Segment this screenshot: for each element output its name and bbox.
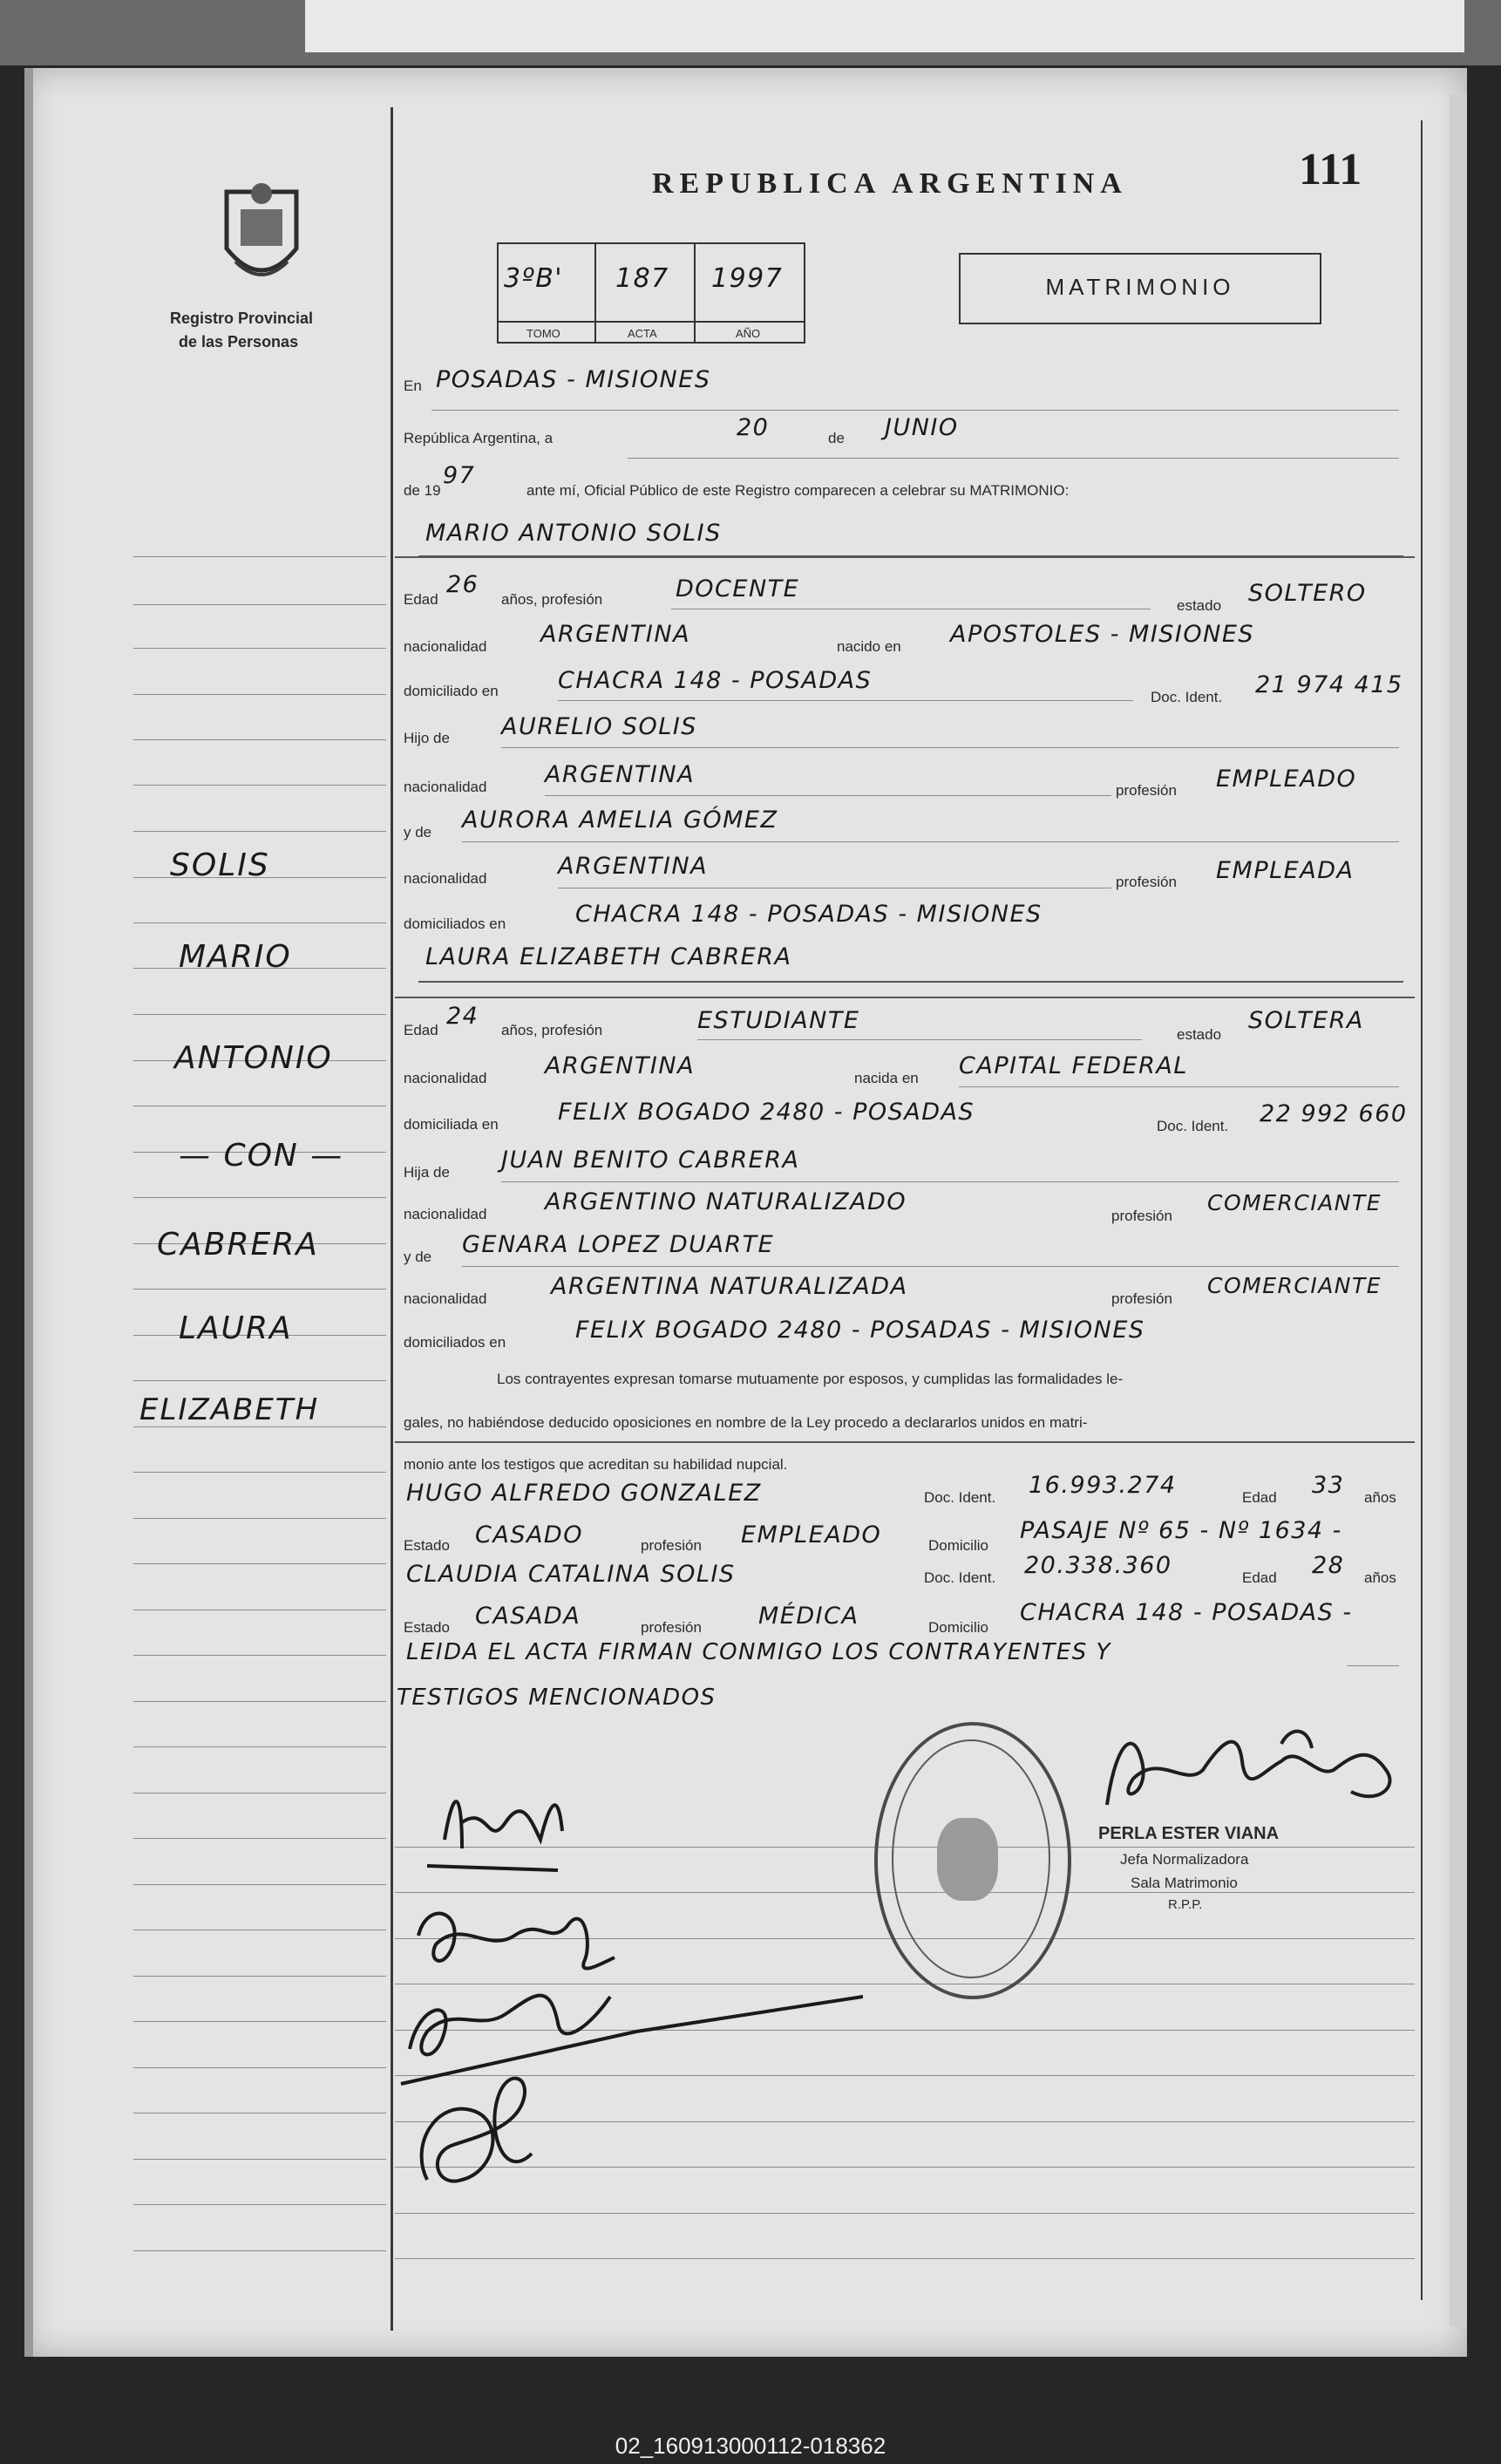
label-groom-doc: Doc. Ident.: [1151, 689, 1223, 705]
groom-age: 26: [446, 571, 479, 598]
label-groom-father-profesion: profesión: [1116, 782, 1177, 799]
label-groom-yde: y de: [404, 824, 432, 841]
groom-civil-status: SOLTERO: [1248, 580, 1367, 607]
issuer-line1: Registro Provincial: [170, 310, 314, 327]
bride-father-name: JUAN BENITO CABRERA: [501, 1147, 800, 1174]
label-bride-edad: Edad: [404, 1022, 438, 1038]
label-groom-mother-nacionalidad: nacionalidad: [404, 870, 487, 887]
label-bride-doc: Doc. Ident.: [1157, 1118, 1229, 1134]
label-bride-estado: estado: [1177, 1026, 1222, 1043]
label-de: de: [828, 430, 845, 446]
witness2-doc-number: 20.338.360: [1024, 1552, 1172, 1579]
label-witness1-profesion: profesión: [641, 1537, 702, 1554]
day-value: 20: [737, 414, 770, 441]
witness1-name: HUGO ALFREDO GONZALEZ: [406, 1480, 762, 1507]
label-groom-profesion: años, profesión: [501, 591, 603, 608]
label-bride-nacida: nacida en: [854, 1070, 919, 1086]
background-strip: [0, 0, 1501, 65]
bride-nationality: ARGENTINA: [545, 1052, 696, 1079]
label-bride-yde: y de: [404, 1249, 432, 1265]
registry-box: [497, 242, 805, 344]
groom-nationality: ARGENTINA: [540, 621, 691, 648]
witness2-address: CHACRA 148 - POSADAS -: [1020, 1599, 1353, 1626]
label-witness2-estado: Estado: [404, 1619, 450, 1636]
witness2-age: 28: [1312, 1552, 1345, 1579]
bride-address: FELIX BOGADO 2480 - POSADAS: [558, 1099, 975, 1126]
label-groom-mother-profesion: profesión: [1116, 874, 1177, 890]
bride-mother-nationality: ARGENTINA NATURALIZADA: [551, 1273, 908, 1300]
tomo-label: TOMO: [526, 327, 560, 340]
label-bride-profesion: años, profesión: [501, 1022, 603, 1038]
label-groom-domicilio: domiciliado en: [404, 683, 499, 699]
label-groom-nacido: nacido en: [837, 638, 901, 655]
groom-mother-nationality: ARGENTINA: [558, 853, 709, 880]
margin-firstname-groom: MARIO: [179, 939, 292, 975]
ano-value: 1997: [711, 263, 784, 294]
label-bride-parents-domicilio: domiciliados en: [404, 1334, 506, 1351]
tomo-value: 3ºB': [504, 263, 564, 294]
official-signature: [1090, 1709, 1421, 1840]
groom-mother-name: AURORA AMELIA GÓMEZ: [462, 807, 778, 834]
bride-profession: ESTUDIANTE: [697, 1007, 860, 1034]
bride-father-profession: COMERCIANTE: [1207, 1190, 1382, 1215]
official-title1: Jefa Normalizadora: [1120, 1851, 1249, 1868]
acta-value: 187: [615, 263, 669, 294]
certificate-type-box: [959, 253, 1321, 324]
witness1-profession: EMPLEADO: [741, 1521, 882, 1549]
party-signatures: [375, 1770, 863, 2223]
label-groom-edad: Edad: [404, 591, 438, 608]
groom-name: MARIO ANTONIO SOLIS: [425, 520, 722, 547]
margin-firstname-bride: LAURA: [179, 1310, 293, 1346]
seal-emblem-icon: [937, 1818, 998, 1901]
groom-address: CHACRA 148 - POSADAS: [558, 667, 873, 694]
witness1-age: 33: [1312, 1472, 1345, 1499]
formal-text-line1: Los contrayentes expresan tomarse mutuamente por esposos, y cumplidas las formalidades le-: [497, 1371, 1124, 1387]
label-republica: República Argentina, a: [404, 430, 554, 446]
page-number: 111: [1299, 145, 1362, 194]
groom-parents-address: CHACRA 148 - POSADAS - MISIONES: [575, 901, 1043, 928]
issuer-line2: de las Personas: [179, 333, 299, 351]
year-suffix: 97: [443, 462, 476, 489]
label-witness1-domicilio: Domicilio: [928, 1537, 988, 1554]
label-groom-father-nacionalidad: nacionalidad: [404, 779, 487, 795]
bride-doc-number: 22 992 660: [1260, 1100, 1408, 1127]
bride-age: 24: [446, 1003, 479, 1030]
official-title3: R.P.P.: [1168, 1897, 1203, 1912]
witness1-address: PASAJE Nº 65 - Nº 1634 -: [1020, 1517, 1342, 1544]
acta-label: ACTA: [628, 327, 657, 340]
groom-mother-profession: EMPLEADA: [1216, 857, 1355, 884]
bride-parents-address: FELIX BOGADO 2480 - POSADAS - MISIONES: [575, 1317, 1145, 1344]
official-name: PERLA ESTER VIANA: [1098, 1824, 1280, 1843]
label-groom-nacionalidad: nacionalidad: [404, 638, 487, 655]
label-bride-father-profesion: profesión: [1111, 1208, 1172, 1224]
official-title2: Sala Matrimonio: [1131, 1875, 1238, 1891]
certificate-type: MATRIMONIO: [1045, 274, 1235, 300]
closing-line2: TESTIGOS MENCIONADOS: [397, 1685, 717, 1711]
witness2-civil-status: CASADA: [475, 1603, 581, 1630]
label-witness2-edad: Edad: [1242, 1569, 1277, 1586]
bride-civil-status: SOLTERA: [1248, 1007, 1364, 1034]
document-id-footer: 02_160913000112-018362: [615, 2433, 886, 2459]
ano-label: AÑO: [736, 327, 761, 340]
margin-surname-bride: CABRERA: [157, 1227, 319, 1263]
margin-middlename-groom: ANTONIO: [174, 1040, 333, 1076]
label-groom-hijo: Hijo de: [404, 730, 450, 746]
label-bride-mother-profesion: profesión: [1111, 1290, 1172, 1307]
label-bride-hija: Hija de: [404, 1164, 450, 1181]
groom-father-profession: EMPLEADO: [1216, 766, 1357, 793]
margin-middlename-bride: ELIZABETH: [139, 1392, 320, 1427]
groom-birthplace: APOSTOLES - MISIONES: [950, 621, 1255, 648]
month-value: JUNIO: [885, 414, 959, 441]
label-witness2-anos: años: [1364, 1569, 1396, 1586]
bride-father-nationality: ARGENTINO NATURALIZADO: [545, 1188, 907, 1215]
intro-statement: ante mí, Oficial Público de este Registro comparecen a celebrar su MATRIMONIO:: [526, 482, 1070, 499]
margin-surname-groom: SOLIS: [170, 847, 270, 883]
label-groom-estado: estado: [1177, 597, 1222, 614]
margin-con: — CON —: [179, 1138, 344, 1174]
bride-mother-profession: COMERCIANTE: [1207, 1273, 1382, 1298]
label-witness1-estado: Estado: [404, 1537, 450, 1554]
closing-line1: LEIDA EL ACTA FIRMAN CONMIGO LOS CONTRAYENTES Y: [406, 1639, 1111, 1665]
groom-father-nationality: ARGENTINA: [545, 761, 696, 788]
label-year-prefix: de 19: [404, 482, 441, 499]
groom-profession: DOCENTE: [676, 575, 800, 602]
label-witness1-anos: años: [1364, 1489, 1396, 1506]
label-witness2-doc: Doc. Ident.: [924, 1569, 996, 1586]
formal-text-line3: monio ante los testigos que acreditan su habilidad nupcial.: [404, 1456, 788, 1473]
bride-name: LAURA ELIZABETH CABRERA: [425, 943, 792, 970]
groom-doc-number: 21 974 415: [1255, 671, 1403, 698]
witness2-profession: MÉDICA: [758, 1603, 859, 1630]
label-witness1-doc: Doc. Ident.: [924, 1489, 996, 1506]
label-en: En: [404, 378, 422, 394]
label-witness1-edad: Edad: [1242, 1489, 1277, 1506]
bride-mother-name: GENARA LOPEZ DUARTE: [462, 1231, 775, 1258]
bride-birthplace: CAPITAL FEDERAL: [959, 1052, 1188, 1079]
place-value: POSADAS - MISIONES: [436, 366, 711, 393]
document-title: REPUBLICA ARGENTINA: [652, 167, 1128, 200]
label-bride-nacionalidad: nacionalidad: [404, 1070, 487, 1086]
label-witness2-profesion: profesión: [641, 1619, 702, 1636]
label-bride-father-nacionalidad: nacionalidad: [404, 1206, 487, 1222]
witness1-doc-number: 16.993.274: [1029, 1472, 1177, 1499]
coat-of-arms-icon: [209, 174, 314, 296]
witness1-civil-status: CASADO: [475, 1521, 583, 1549]
witness2-name: CLAUDIA CATALINA SOLIS: [406, 1561, 736, 1588]
label-groom-parents-domicilio: domiciliados en: [404, 915, 506, 932]
label-witness2-domicilio: Domicilio: [928, 1619, 988, 1636]
formal-text-line2: gales, no habiéndose deducido oposiciones en nombre de la Ley procedo a declararlos unidos en matri-: [404, 1414, 1088, 1431]
label-bride-mother-nacionalidad: nacionalidad: [404, 1290, 487, 1307]
label-bride-domicilio: domiciliada en: [404, 1116, 499, 1133]
groom-father-name: AURELIO SOLIS: [501, 713, 697, 740]
